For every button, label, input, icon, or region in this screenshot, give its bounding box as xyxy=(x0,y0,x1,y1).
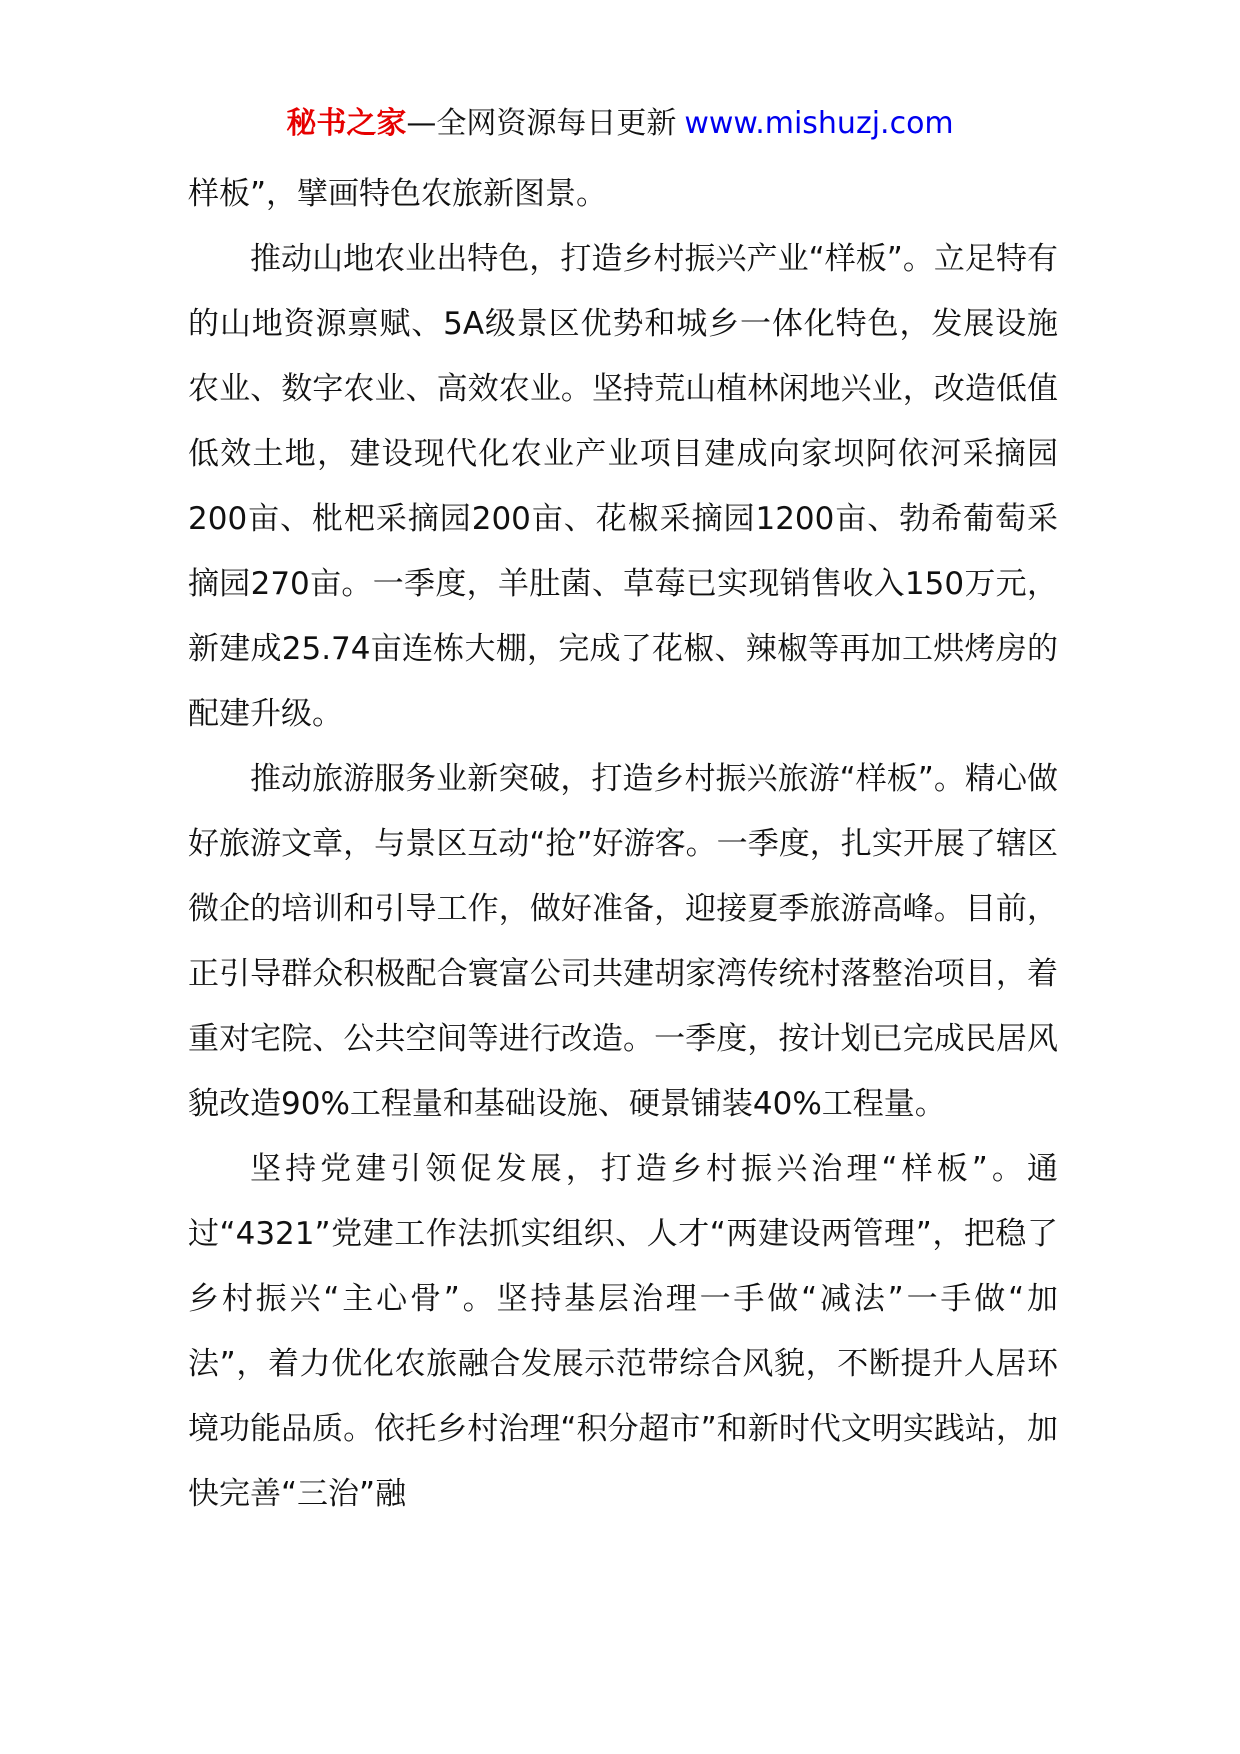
paragraph-governance: 坚持党建引领促发展，打造乡村振兴治理“样板”。通过“4321”党建工作法抓实组织、人才“两建设两管理”，把稳了乡村振兴“主心骨”。坚持基层治理一手做“减法”一手做“加法”，着力优化农旅融合发展示范带综合风貌，不断提升人居环境功能品质。依托乡村治理“积分超市”和新时代文明实践站，加快完善“三治”融 xyxy=(188,1151,1058,1512)
site-url-link[interactable]: www.mishuzj.com xyxy=(684,106,954,141)
document-body xyxy=(188,162,1058,1527)
brand-name: 秘书之家 xyxy=(286,106,407,141)
paragraph-tourism: 推动旅游服务业新突破，打造乡村振兴旅游“样板”。精心做好旅游文章，与景区互动“抢”好游客。一季度，扎实开展了辖区微企的培训和引导工作，做好准备，迎接夏季旅游高峰。目前，正引导群众积极配合寰富公司共建胡家湾传统村落整治项目，着重对宅院、公共空间等进行改造。一季度，按计划已完成民居风貌改造90%工程量和基础设施、硬景铺装40%工程量。 xyxy=(188,761,1058,1122)
paragraph-agriculture: 推动山地农业出特色，打造乡村振兴产业“样板”。立足特有的山地资源禀赋、5A级景区优势和城乡一体化特色，发展设施农业、数字农业、高效农业。坚持荒山植林闲地兴业，改造低值低效土地，建设现代化农业产业项目建成向家坝阿依河采摘园200亩、枇杷采摘园200亩、花椒采摘园1200亩、勃希葡萄采摘园270亩。一季度，羊肚菌、草莓已实现销售收入150万元，新建成25.74亩连栋大棚，完成了花椒、辣椒等再加工烘烤房的配建升级。 xyxy=(188,241,1058,732)
site-header xyxy=(0,104,1240,144)
paragraph-continuation: 样板”，擘画特色农旅新图景。 xyxy=(188,176,608,212)
header-tagline: —全网资源每日更新 xyxy=(406,106,677,141)
